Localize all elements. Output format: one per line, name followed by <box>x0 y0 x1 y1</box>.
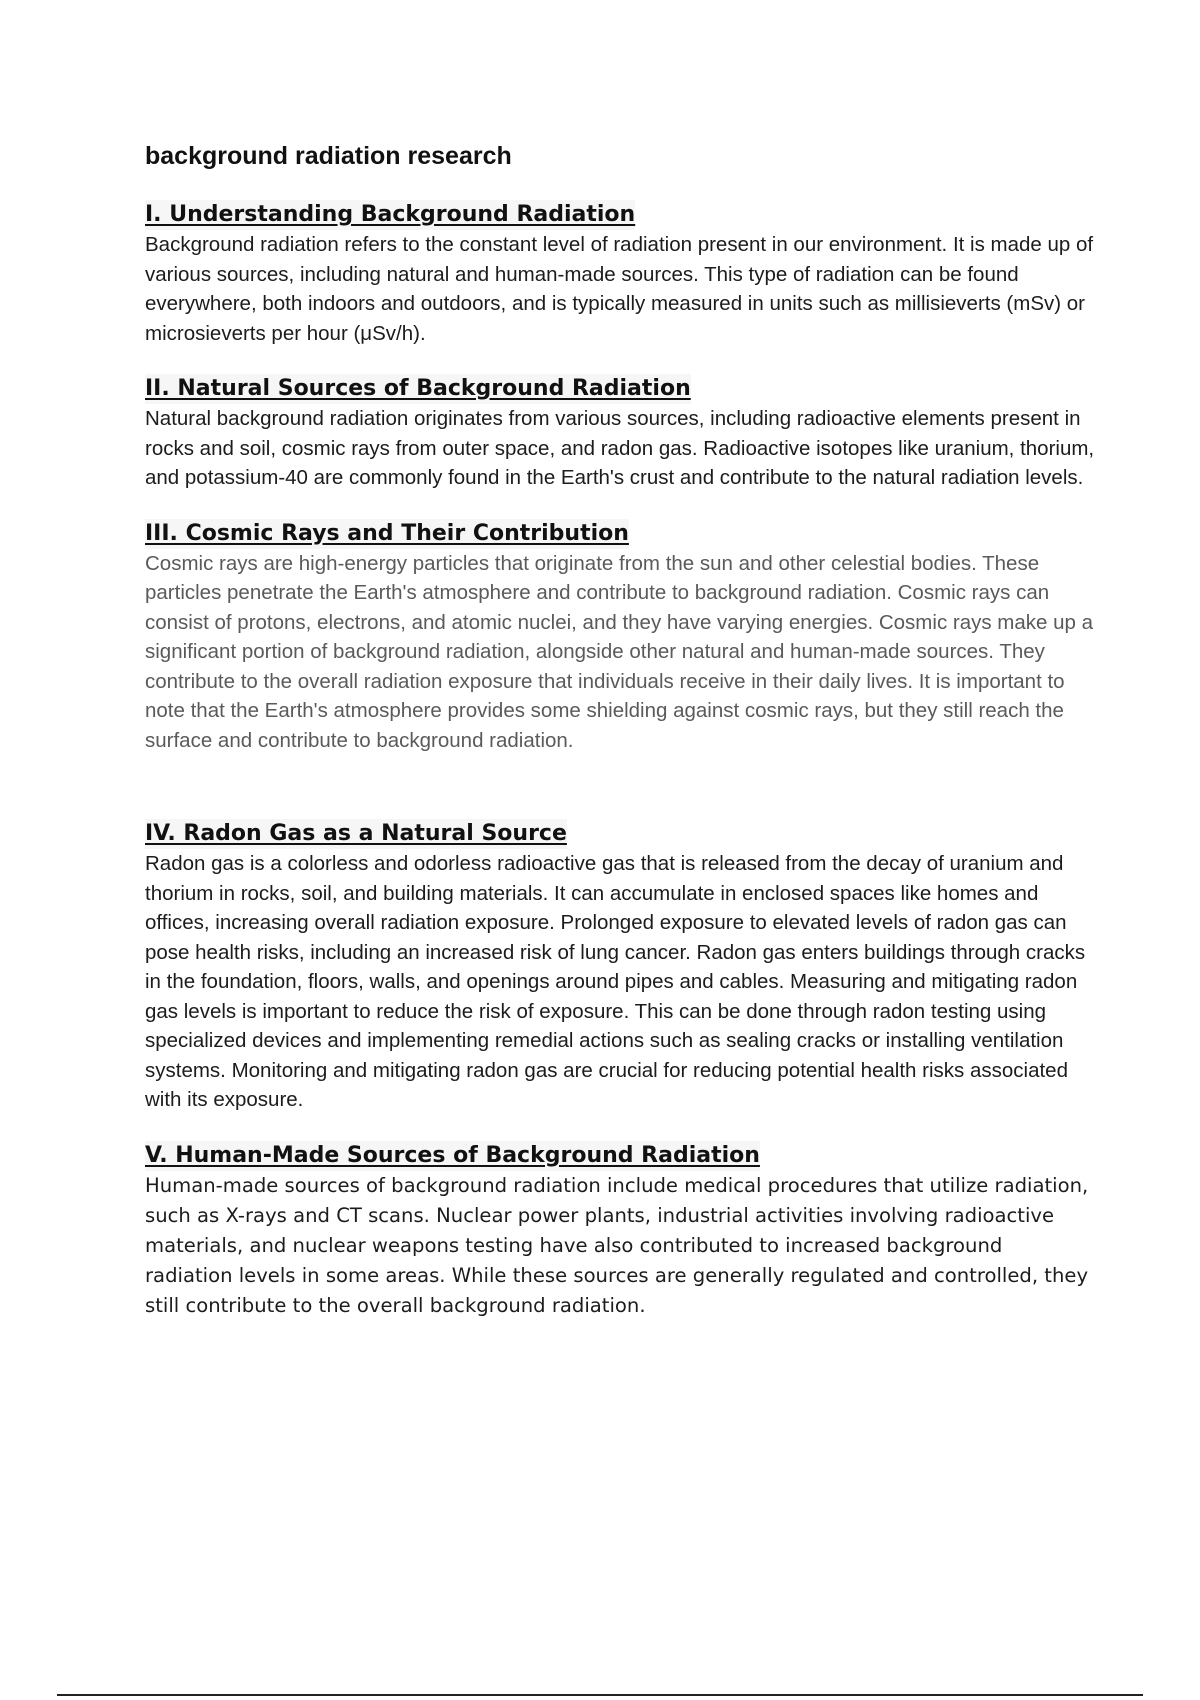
section-understanding <box>145 200 1095 348</box>
section-heading: V. Human-Made Sources of Background Radiation <box>145 1141 760 1171</box>
section-natural-sources <box>145 374 1095 493</box>
section-human-made <box>145 1141 1095 1321</box>
section-heading: IV. Radon Gas as a Natural Source <box>145 819 567 849</box>
spacer <box>145 781 1095 819</box>
section-paragraph: Radon gas is a colorless and odorless radioactive gas that is released from the decay of uranium and thorium in rocks, soil, and building materials. It can accumulate in enclosed spaces like homes and offices, increasing overall radiation exposure. Prolonged exposure to elevated levels of radon gas can pose health risks, including an increased risk of lung cancer. Radon gas enters buildings through cracks in the foundation, floors, walls, and openings around pipes and cables. Measuring and mitigating radon gas levels is important to reduce the risk of exposure. This can be done through radon testing using specialized devices and implementing remedial actions such as sealing cracks or installing ventilation systems. Monitoring and mitigating radon gas are crucial for reducing potential health risks associated with its exposure. <box>145 852 1086 1111</box>
section-paragraph: Background radiation refers to the constant level of radiation present in our environment. It is made up of various sources, including natural and human-made sources. This type of radiation can be found everywhere, both indoors and outdoors, and is typically measured in units such as millisieverts (mSv) or microsieverts per hour (μSv/h). <box>145 233 1094 345</box>
section-heading: II. Natural Sources of Background Radiation <box>145 374 691 404</box>
section-paragraph: Cosmic rays are high-energy particles that originate from the sun and other celestial bodies. These particles penetrate the Earth's atmosphere and contribute to background radiation. Cosmic rays can consist of protons, electrons, and atomic nuclei, and they have varying energies. Cosmic rays make up a significant portion of background radiation, alongside other natural and human-made sources. They contribute to the overall radiation exposure that individuals receive in their daily lives. It is important to note that the Earth's atmosphere provides some shielding against cosmic rays, but they still reach the surface and contribute to background radiation. <box>145 551 1094 752</box>
section-cosmic-rays <box>145 519 1095 756</box>
document-page <box>145 140 1095 1347</box>
page-bottom-rule <box>57 1694 1143 1696</box>
section-radon-gas <box>145 819 1095 1115</box>
section-paragraph: Natural background radiation originates from various sources, including radioactive elements present in rocks and soil, cosmic rays from outer space, and radon gas. Radioactive isotopes like uranium, thorium, and potassium-40 are commonly found in the Earth's crust and contribute to the natural radiation levels. <box>145 407 1095 489</box>
section-heading: I. Understanding Background Radiation <box>145 200 635 230</box>
document-title: background radiation research <box>145 142 512 170</box>
section-heading: III. Cosmic Rays and Their Contribution <box>145 519 629 549</box>
section-paragraph: Human-made sources of background radiation include medical procedures that utilize radiation, such as X-rays and CT scans. Nuclear power plants, industrial activities involving radioactive materials, and nuclear weapons testing have also contributed to increased background radiation levels in some areas. While these sources are generally regulated and controlled, they still contribute to the overall background radiation. <box>145 1173 1089 1317</box>
